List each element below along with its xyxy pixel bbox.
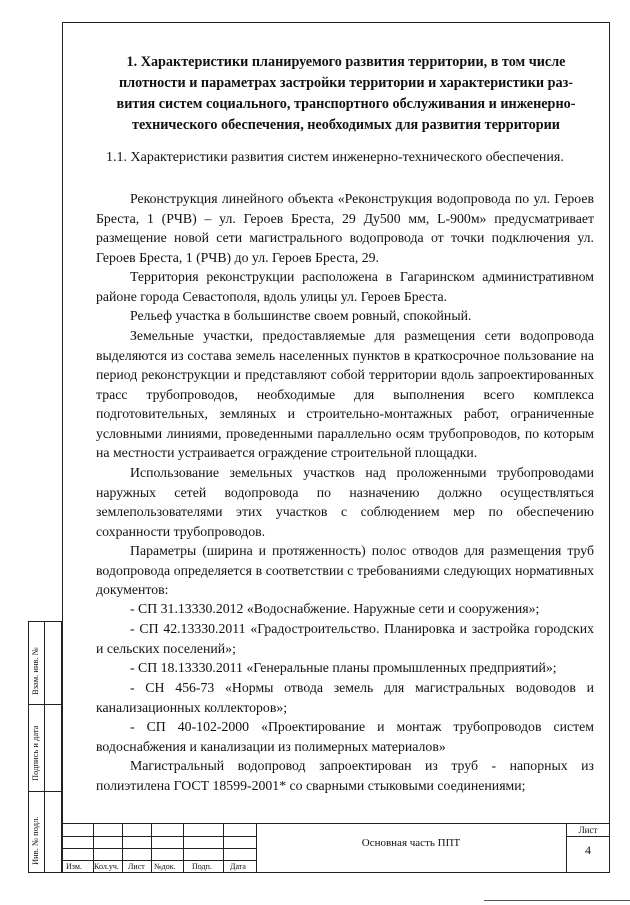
- stamp-col-izm: Изм.: [66, 862, 82, 871]
- sheet-number: 4: [585, 843, 591, 857]
- paragraph: Магистральный водопровод запроектирован из труб - напорных из полиэтилена ГОСТ 18599-2001* со сварными стыковыми соединениями;: [96, 758, 594, 793]
- heading-line: вития систем социального, транспортного обслуживания и инженерно-: [116, 96, 576, 112]
- paragraph: Территория реконструкции расположена в Гагаринском административном районе города Севастополя, вдоль улицы ул. Героев Бреста.: [96, 269, 594, 304]
- paragraph: Реконструкция линейного объекта «Реконструкция водопровода по ул. Героев Бреста, 1 (РЧВ) – ул. Героев Бреста, 29 Ду500 мм, L-900м» предусматривает размещение новой сети магистрального водопровода от точки подключения ул. Героев Бреста, 1 (РЧВ) до ул. Героев Бреста, 29.: [96, 191, 594, 265]
- heading-line: 1. Характеристики планируемого развития территории, в том числе: [126, 54, 566, 70]
- subsection-heading: 1.1. Характеристики развития систем инженерно-технического обеспечения.: [106, 150, 564, 165]
- list-item: - СП 42.13330.2011 «Градостроительство. Планировка и застройка городских и сельских поселений»;: [96, 621, 594, 656]
- paragraph: Рельеф участка в большинстве своем ровный, спокойный.: [130, 308, 472, 323]
- paragraph: Использование земельных участков над проложенными трубопроводами наружных сетей водопровода по назначению должно осуществляться землепользователями этих участков с соблюдением мер по обеспечению сохранности трубопроводов.: [96, 465, 594, 539]
- heading-line: технического обеспечения, необходимых для развития территории: [132, 117, 560, 133]
- left-spine-table: [28, 621, 62, 873]
- paragraph: Земельные участки, предоставляемые для размещения сети водопровода выделяются из состава земель населенных пунктов в краткосрочное пользование на период реконструкции и представляют собой территории вдоль запроектированных трасс трубопроводов, необходимые для выполнения всего комплекса подготовительных, земляных и строительно-монтажных работ, ограниченные условными линиями, проведенными параллельно осям трубопроводов, по которым на местности устраивается ограждение строительной площадки.: [96, 328, 594, 460]
- spine-label-inv-zam: Взам. инв. №: [30, 647, 40, 695]
- section-heading: [98, 52, 594, 136]
- stamp-col-data: Дата: [230, 862, 246, 871]
- stamp-col-list: Лист: [128, 862, 145, 871]
- list-item: - СП 18.13330.2011 «Генеральные планы промышленных предприятий»;: [130, 660, 557, 675]
- spine-label-inv-orig: Инв. № подл.: [30, 816, 40, 865]
- heading-line: плотности и параметрах застройки территории и характеристики раз-: [118, 75, 574, 91]
- stamp-col-ndoc: №док.: [154, 862, 176, 871]
- document-title: Основная часть ППТ: [361, 837, 461, 849]
- list-item: - СП 40-102-2000 «Проектирование и монтаж трубопроводов систем водоснабжения и канализации из полимерных материалов»: [96, 719, 594, 754]
- sheet-label: Лист: [578, 825, 598, 835]
- paragraph: Параметры (ширина и протяженность) полос отводов для размещения труб водопровода определяется в соответствии с требованиями следующих нормативных документов:: [96, 543, 594, 597]
- spine-label-sign-date: Подпись и дата: [30, 725, 40, 781]
- footer-rule: [484, 900, 630, 901]
- list-item: - СП 31.13330.2012 «Водоснабжение. Наружные сети и сооружения»;: [130, 601, 540, 616]
- list-item: - СН 456-73 «Нормы отвода земель для магистральных водоводов и канализационных коллекторов»;: [96, 680, 594, 715]
- stamp-col-kol: Кол.уч.: [94, 862, 119, 871]
- stamp-col-podp: Подп.: [192, 862, 212, 871]
